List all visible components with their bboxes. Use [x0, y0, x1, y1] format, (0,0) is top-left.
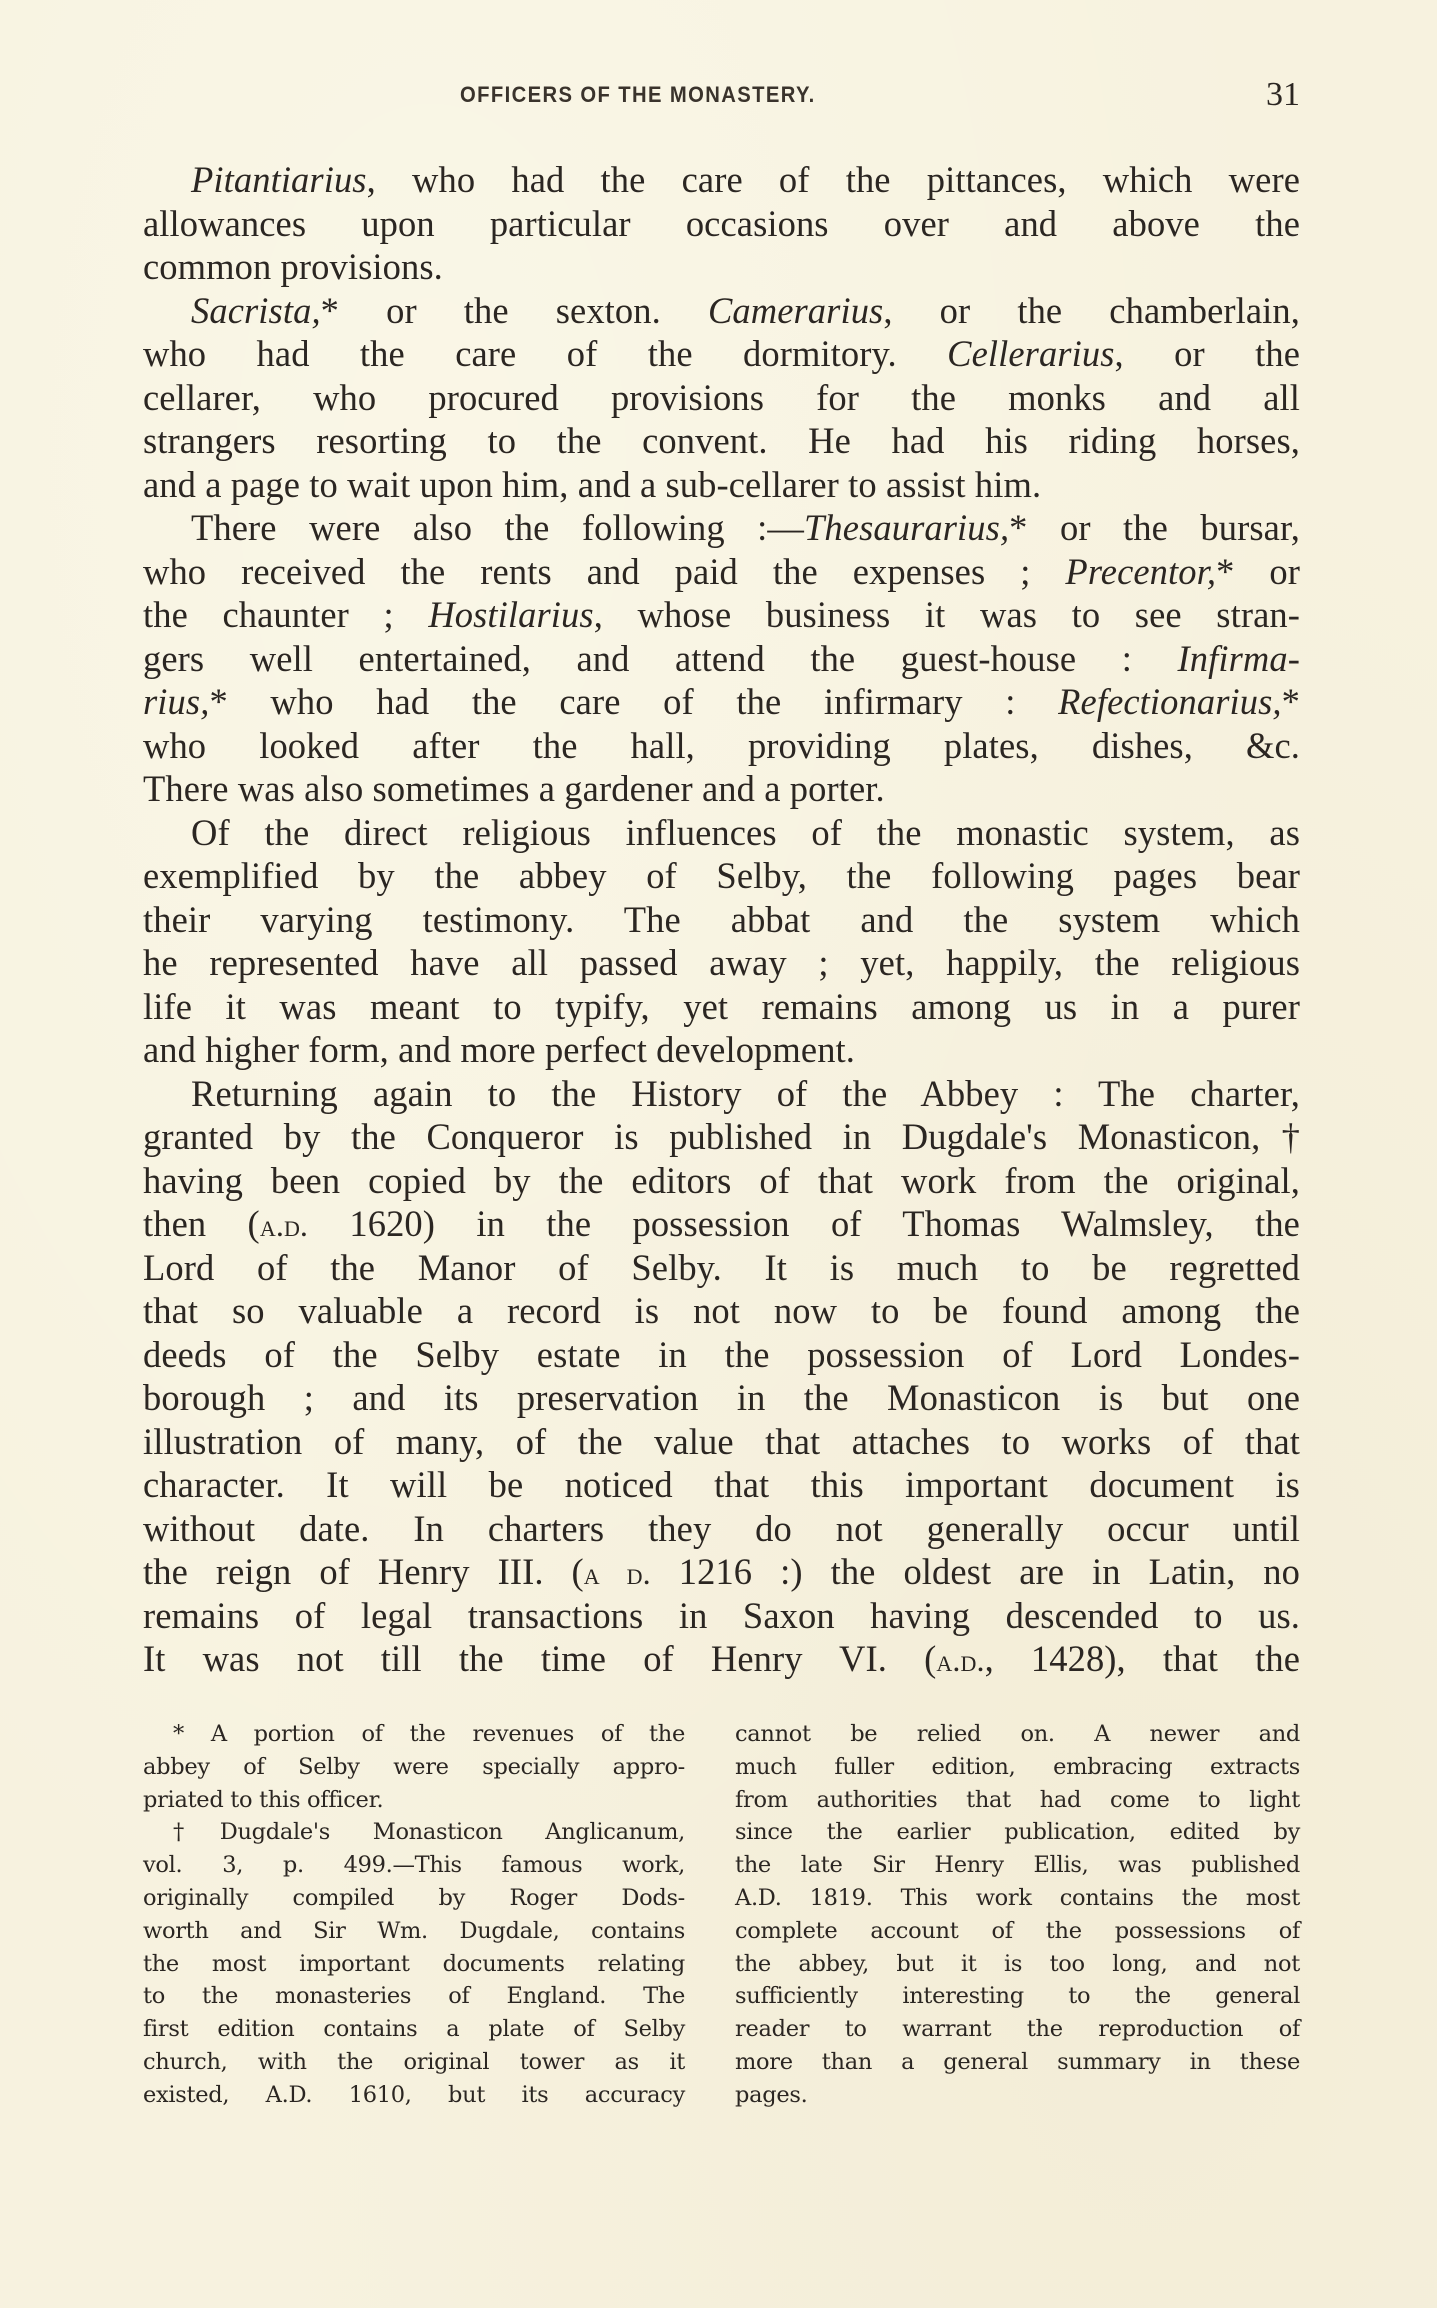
body-line	[143, 463, 1300, 507]
body-line	[143, 376, 1300, 420]
footnote-line: reader to warrant the reproduction of	[735, 2016, 1300, 2043]
body-line	[143, 1333, 1300, 1377]
footnotes	[143, 1718, 1300, 2138]
body-line	[143, 289, 1300, 333]
body-line	[143, 854, 1300, 898]
text-run: without date. In charters they do not generally occur until	[143, 1507, 1300, 1549]
footnote-line: the late Sir Henry Ellis, was published	[735, 1852, 1300, 1879]
footnote-line: since the earlier publication, edited by	[735, 1819, 1300, 1846]
body-line	[143, 680, 1300, 724]
footnote-line: †Dugdale's Monasticon Anglicanum,	[173, 1819, 685, 1846]
text-run: * or the bursar,	[1009, 507, 1300, 548]
text-run: illustration of many, of the value that attaches to works of that	[143, 1420, 1300, 1462]
body-line	[143, 593, 1300, 637]
body-line	[143, 1594, 1300, 1638]
body-line	[143, 1550, 1300, 1594]
footnote-line: the abbey, but it is too long, and not	[735, 1950, 1300, 1977]
body-line	[143, 637, 1300, 681]
italic-term: Pitantiarius	[191, 159, 367, 200]
body-line	[143, 332, 1300, 376]
text-run: life it was meant to typify, yet remains among us in a purer	[143, 985, 1300, 1027]
body-line	[143, 1289, 1300, 1333]
text-run: There were also the following :—	[191, 507, 805, 548]
body-line	[143, 158, 1300, 202]
footnote-line: abbey of Selby were specially appro-	[143, 1753, 685, 1780]
footnote-line: to the monasteries of England. The	[143, 1983, 685, 2010]
text-run: * who had the care of the infirmary :	[209, 681, 1059, 722]
running-title: OFFICERS OF THE MONASTERY.	[460, 82, 816, 107]
text-run: There was also sometimes a gardener and a porter.	[143, 768, 885, 809]
text-run: It was not till the time of Henry VI. (	[143, 1638, 937, 1679]
footnote-line: * A portion of the revenues of the	[173, 1721, 685, 1747]
body-line	[143, 419, 1300, 463]
footnote-line: worth and Sir Wm. Dugdale, contains	[143, 1917, 685, 1944]
text-run: remains of legal transactions in Saxon having descended to us.	[143, 1594, 1300, 1636]
footnote-line: much fuller edition, embracing extracts	[735, 1753, 1300, 1780]
body-line	[143, 550, 1300, 594]
text-run: Lord of the Manor of Selby. It is much to be regretted	[143, 1246, 1300, 1288]
text-run: cellarer, who procured provisions for the monks and all	[143, 376, 1300, 418]
footnote-line: existed, A.D. 1610, but its accuracy	[143, 2081, 685, 2108]
body-line	[143, 1072, 1300, 1116]
body-line	[143, 1420, 1300, 1464]
text-run: who looked after the hall, providing plates, dishes, &c.	[143, 724, 1300, 766]
footnote-line: complete account of the possessions of	[735, 1917, 1300, 1944]
page-number: 31	[1266, 76, 1300, 113]
body-line	[143, 202, 1300, 246]
footnote-line: originally compiled by Roger Dods-	[143, 1884, 685, 1911]
text-run: deeds of the Selby estate in the possession of Lord Londes-	[143, 1333, 1300, 1375]
footnote-line: sufficiently interesting to the general	[735, 1983, 1300, 2010]
text-run: * or	[1216, 550, 1301, 592]
italic-term: Precentor,	[1065, 550, 1217, 592]
text-run: and higher form, and more perfect development.	[143, 1029, 856, 1070]
text-run: , or the	[1114, 333, 1301, 374]
italic-term: Camerarius	[707, 289, 884, 331]
footnote-line: pages.	[735, 2081, 808, 2108]
body-line	[143, 1159, 1300, 1203]
text-run: common provisions.	[143, 246, 443, 287]
text-run: the reign of Henry III. (	[143, 1551, 584, 1592]
text-run: who had the care of the dormitory.	[143, 333, 948, 374]
italic-term: rius,	[143, 681, 210, 722]
text-run: Returning again to the History of the Abbey : The charter,	[191, 1072, 1300, 1114]
body-line	[143, 941, 1300, 985]
footnote-line: from authorities that had come to light	[735, 1786, 1300, 1813]
text-run: 1620) in the possession of Thomas Walmsley, the	[308, 1203, 1300, 1244]
text-run: having been copied by the editors of that work from the original,	[143, 1159, 1300, 1201]
text-run: Of the direct religious influences of the monastic system, as	[191, 811, 1300, 853]
body-line	[143, 1246, 1300, 1290]
small-caps-text: a d.	[583, 1555, 651, 1591]
body-line	[143, 245, 1300, 289]
body-line	[143, 1115, 1300, 1159]
text-run: granted by the Conqueror is published in Dugdale's Monasticon,†	[143, 1116, 1300, 1157]
body-line	[143, 898, 1300, 942]
body-line	[143, 724, 1300, 768]
text-run: who received the rents and paid the expenses ;	[143, 550, 1066, 592]
footnote-line: cannot be relied on. A newer and	[735, 1721, 1300, 1747]
text-run: then (	[143, 1203, 260, 1244]
text-run: character. It will be noticed that this important document is	[143, 1464, 1300, 1505]
italic-term: Cellerarius	[947, 333, 1115, 374]
text-run: allowances upon particular occasions over and above the	[143, 202, 1300, 244]
body-line	[143, 1028, 1300, 1072]
text-run: gers well entertained, and attend the guest-house :	[143, 637, 1178, 679]
text-run: their varying testimony. The abbat and the system which	[143, 898, 1300, 940]
small-caps-text: a.d.	[936, 1642, 985, 1678]
footnote-line: first edition contains a plate of Selby	[143, 2016, 685, 2043]
footnote-line: priated to this officer.	[143, 1786, 384, 1813]
footnotes-right-column	[735, 1718, 1300, 2112]
text-run: and a page to wait upon him, and a sub-cellarer to assist him.	[143, 463, 1042, 505]
footnote-line: A.D. 1819. This work contains the most	[735, 1884, 1300, 1911]
italic-term: Thesaurarius,	[804, 507, 1010, 548]
body-text	[143, 158, 1300, 1681]
text-run: strangers resorting to the convent. He had his riding horses,	[143, 420, 1300, 461]
text-run: * or the sexton.	[320, 289, 708, 331]
footnote-line: more than a general summary in these	[735, 2048, 1300, 2075]
footnote-line: the most important documents relating	[143, 1950, 685, 1977]
footnote-line: church, with the original tower as it	[143, 2048, 685, 2075]
italic-term: Refectionarius,	[1058, 681, 1282, 722]
body-line	[143, 1463, 1300, 1507]
text-run: the chaunter ;	[143, 594, 429, 635]
text-run: exemplified by the abbey of Selby, the following pages bear	[143, 855, 1300, 896]
text-run: he represented have all passed away ; yet, happily, the religious	[143, 942, 1300, 983]
body-line	[143, 506, 1300, 550]
text-run: *	[1281, 681, 1300, 722]
text-run: , whose business it was to see stran-	[593, 594, 1300, 635]
italic-term: Sacrista,	[191, 289, 321, 331]
text-run: borough ; and its preservation in the Monasticon is but one	[143, 1377, 1300, 1418]
text-run: that so valuable a record is not now to be found among the	[143, 1290, 1300, 1331]
body-line	[143, 1376, 1300, 1420]
text-run: , or the chamberlain,	[883, 289, 1300, 331]
text-run: 1216 :) the oldest are in Latin, no	[650, 1551, 1301, 1592]
small-caps-text: a.d.	[259, 1207, 309, 1243]
text-run: , 1428), that the	[984, 1638, 1300, 1679]
footnote-line: vol. 3, p. 499.—This famous work,	[143, 1852, 685, 1879]
body-line	[143, 985, 1300, 1029]
text-run: , who had the care of the pittances, which were	[366, 159, 1300, 200]
running-header	[140, 78, 1300, 118]
body-line	[143, 1637, 1300, 1681]
body-line	[143, 811, 1300, 855]
footnotes-left-column	[143, 1718, 685, 2112]
italic-term: Infirma-	[1177, 637, 1300, 679]
body-line	[143, 1507, 1300, 1551]
body-line	[143, 767, 1300, 811]
body-line	[143, 1202, 1300, 1246]
italic-term: Hostilarius	[428, 594, 594, 635]
